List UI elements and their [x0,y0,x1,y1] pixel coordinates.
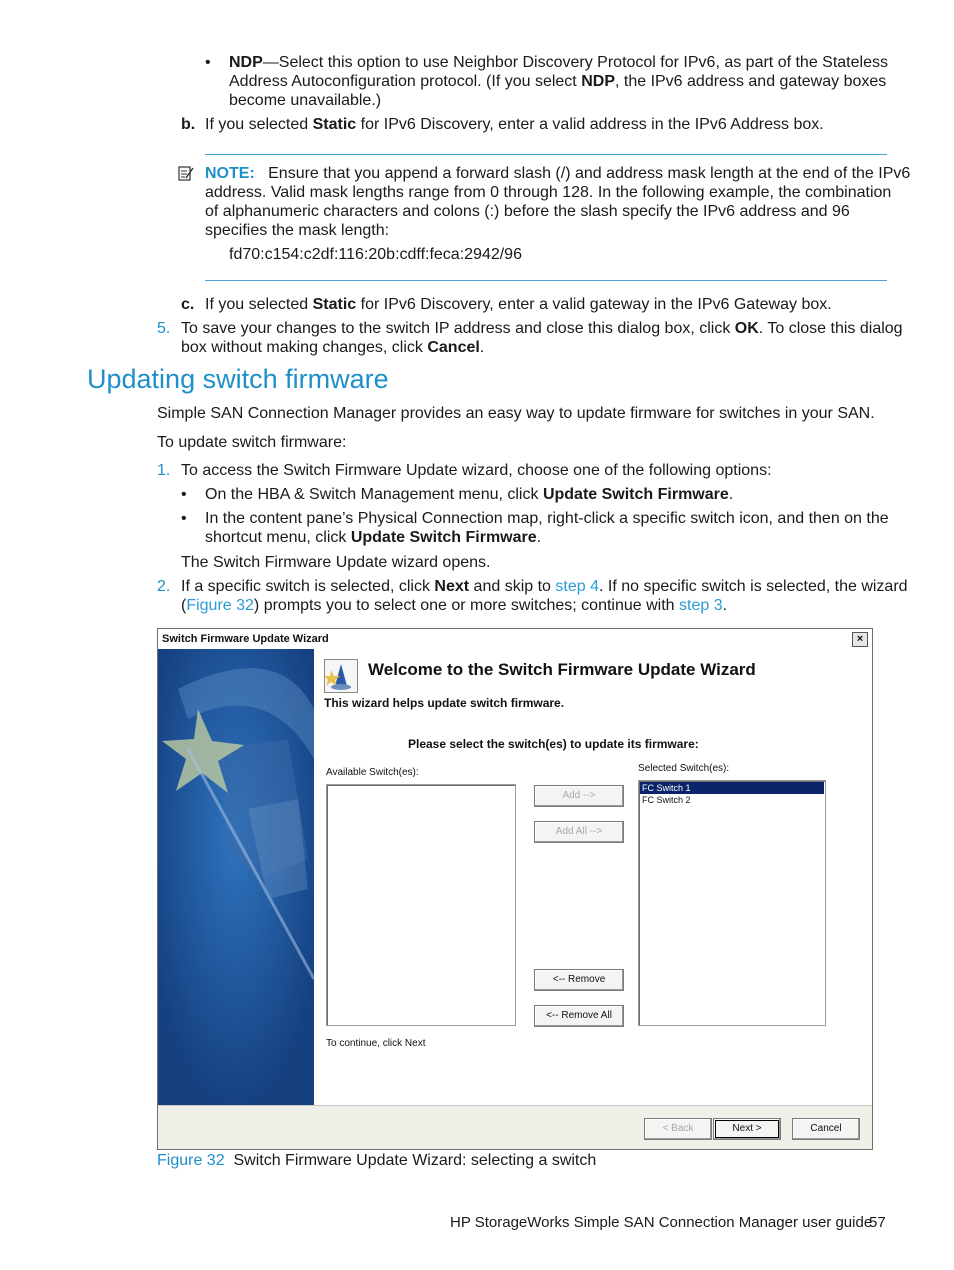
page-number: 57 [869,1214,886,1231]
remove-all-button[interactable]: <-- Remove All [534,1005,624,1027]
wizard-title: Switch Firmware Update Wizard [162,633,329,645]
note-line3: of alphanumeric characters and colons (:) before the slash specify the IPv6 address and 96 [205,203,850,220]
add-all-button[interactable]: Add All --> [534,821,624,843]
step3-link[interactable]: step 3 [679,597,723,614]
wizard-content [314,649,872,1105]
list-item[interactable]: FC Switch 2 [642,795,691,805]
step2-line2: (Figure 32) prompts you to select one or more switches; continue with step 3. [181,597,728,614]
bullet-dot: • [181,510,187,527]
cancel-button[interactable]: Cancel [792,1118,860,1140]
step4-link[interactable]: step 4 [555,578,599,595]
step5-line1: To save your changes to the switch IP address and close this dialog box, click OK. To close this dialog [181,320,903,337]
note-line4: specifies the mask length: [205,222,390,239]
figure-caption-label: Figure 32 [157,1152,225,1169]
wizard-side-banner [158,649,314,1105]
note-label: NOTE: [205,165,255,182]
wizard-logo-icon [324,659,358,693]
close-icon[interactable]: × [852,632,868,647]
step2-line1: If a specific switch is selected, click Next and skip to step 4. If no specific switch is selected, the wizard [181,578,908,595]
section-para2: To update switch firmware: [157,434,347,451]
wizard-opens-text: The Switch Firmware Update wizard opens. [181,554,491,571]
footer-guide-title: HP StorageWorks Simple SAN Connection Manager user guide [450,1214,873,1231]
selected-switches-label: Selected Switch(es): [638,763,730,774]
note-example: fd70:c154:c2df:116:20b:cdff:feca:2942/96 [229,246,522,263]
section-heading: Updating switch firmware [87,364,389,394]
step-b-marker: b. [181,116,196,133]
step1-bullet2-line2: shortcut menu, click Update Switch Firmware. [205,529,542,546]
selected-switches-list[interactable] [638,780,826,1026]
continue-hint: To continue, click Next [326,1038,426,1049]
ndp-bullet-line3: become unavailable.) [229,92,382,109]
step5-line2: box without making changes, click Cancel. [181,339,485,356]
ndp-bullet-line1: NDP—Select this option to use Neighbor Discovery Protocol for IPv6, as part of the Stateless [229,54,888,71]
list-item[interactable]: FC Switch 1 [640,782,824,794]
note-top-rule [205,154,887,155]
remove-button[interactable]: <-- Remove [534,969,624,991]
step2-number: 2. [157,578,171,595]
note-bottom-rule [205,280,887,281]
bullet-dot: • [181,486,187,503]
add-button[interactable]: Add --> [534,785,624,807]
wizard-window [157,628,873,1150]
note-line2: address. Valid mask lengths range from 0 through 128. In the following example, the combination [205,184,892,201]
step1-text: To access the Switch Firmware Update wizard, choose one of the following options: [181,462,772,479]
step1-bullet1: On the HBA & Switch Management menu, click Update Switch Firmware. [205,486,734,503]
section-para1: Simple SAN Connection Manager provides an easy way to update firmware for switches in your SAN. [157,405,875,422]
step-c-marker: c. [181,296,195,313]
step-b-text: If you selected Static for IPv6 Discovery, enter a valid address in the IPv6 Address box. [205,116,824,133]
note-line1: NOTE: Ensure that you append a forward slash (/) and address mask length at the end of the IPv6 [205,165,911,182]
available-switches-label: Available Switch(es): [326,767,419,778]
step1-bullet2-line1: In the content pane’s Physical Connection map, right-click a specific switch icon, and then on the [205,510,889,527]
step-c-text: If you selected Static for IPv6 Discovery, enter a valid gateway in the IPv6 Gateway box. [205,296,832,313]
next-button[interactable]: Next > [713,1118,781,1140]
wizard-titlebar [158,629,872,649]
figure32-link[interactable]: Figure 32 [186,597,254,614]
wizard-welcome-heading: Welcome to the Switch Firmware Update Wizard [368,660,756,679]
available-switches-list[interactable] [326,784,516,1026]
wizard-footer [158,1105,872,1150]
note-icon [177,165,195,183]
ndp-bullet-line2: Address Autoconfiguration protocol. (If you select NDP, the IPv6 address and gateway boxes [229,73,887,90]
bullet-dot: • [205,54,211,71]
wizard-prompt: Please select the switch(es) to update its firmware: [408,737,699,751]
step1-number: 1. [157,462,171,479]
back-button[interactable]: < Back [644,1118,712,1140]
step5-number: 5. [157,320,171,337]
figure-caption: Figure 32 Switch Firmware Update Wizard: selecting a switch [157,1152,597,1169]
wizard-helps-text: This wizard helps update switch firmware. [324,696,565,710]
